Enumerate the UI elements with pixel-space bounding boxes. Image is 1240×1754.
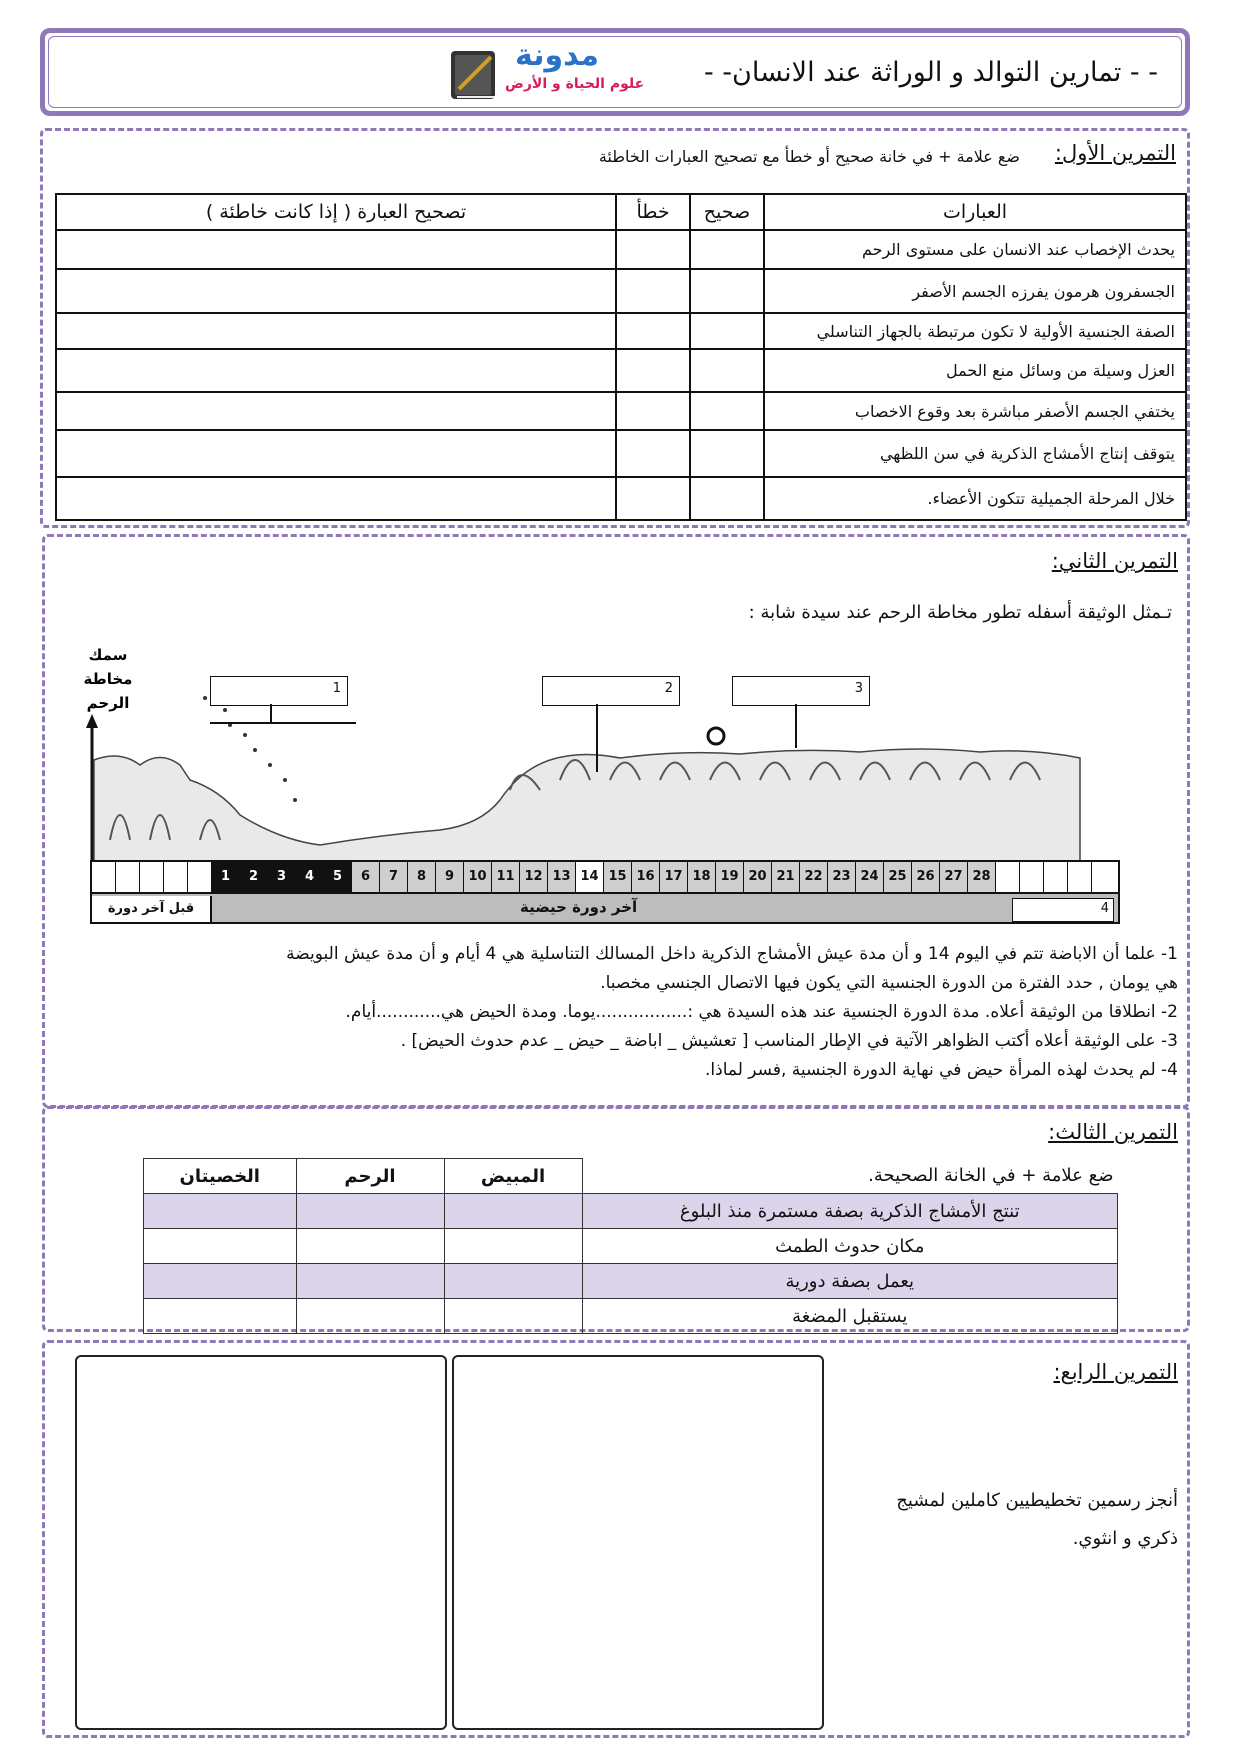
day-cell: 11	[492, 862, 520, 892]
day-cell: 15	[604, 862, 632, 892]
correction-cell[interactable]	[56, 230, 616, 269]
arrow-2-line	[596, 704, 598, 772]
exercise1-title: التمرين الأول:	[1054, 141, 1176, 165]
answer-cell[interactable]	[144, 1299, 297, 1334]
false-cell[interactable]	[616, 230, 690, 269]
col-uterus: الرحم	[296, 1159, 444, 1194]
question-4: 4- لم يحدث لهذه المرأة حيض في نهاية الدورة الجنسية ,فسر لماذا.	[705, 1060, 1178, 1080]
y-axis-label-2: مخاطة	[83, 670, 133, 688]
answer-cell[interactable]	[296, 1299, 444, 1334]
statement-cell: الصفة الجنسية الأولية لا تكون مرتبطة بالجهاز التناسلي	[764, 313, 1186, 349]
exercise3-instruction: ضع علامة + في الخانة الصحيحة.	[582, 1159, 1118, 1194]
day-cell: 7	[380, 862, 408, 892]
day-cell: 22	[800, 862, 828, 892]
book-logo-icon	[445, 45, 501, 103]
day-cell-empty	[92, 862, 116, 892]
true-cell[interactable]	[690, 392, 764, 430]
answer-cell[interactable]	[444, 1264, 582, 1299]
exercise3-row-label: يعمل بصفة دورية	[582, 1264, 1118, 1299]
day-cell: 10	[464, 862, 492, 892]
exercise3-row-label: تنتج الأمشاج الذكرية بصفة مستمرة منذ البلوغ	[582, 1194, 1118, 1229]
drawing-box-right[interactable]	[452, 1355, 824, 1730]
question-1-line2: هي يومان , حدد الفترة من الدورة الجنسية التي يكون فيها الاتصال الجنسي مخصبا.	[600, 973, 1178, 993]
day-cell: 21	[772, 862, 800, 892]
statement-cell: العزل وسيلة من وسائل منع الحمل	[764, 349, 1186, 392]
exercise4-instruction-line1: أنجز رسمين تخطيطيين كاملين لمشيج	[896, 1490, 1178, 1511]
day-cell: 25	[884, 862, 912, 892]
day-cell: 27	[940, 862, 968, 892]
statement-cell: يختفي الجسم الأصفر مباشرة بعد وقوع الاخصاب	[764, 392, 1186, 430]
col-ovary: المبيض	[444, 1159, 582, 1194]
day-cell-empty	[1044, 862, 1068, 892]
day-cell: 17	[660, 862, 688, 892]
day-cell: 1	[212, 862, 240, 892]
day-cell: 18	[688, 862, 716, 892]
exercise1-instruction: ضع علامة + في خانة صحيح أو خطأ مع تصحيح العبارات الخاطئة	[598, 147, 1020, 166]
day-cell: 5	[324, 862, 352, 892]
page-title: - - تمارين التوالد و الوراثة عند الانسان- -	[703, 57, 1158, 88]
day-cell: 9	[436, 862, 464, 892]
label-before-last-cycle: قبل آخر دورة	[92, 896, 212, 922]
arrow-1-line	[210, 722, 356, 724]
day-cell-empty	[996, 862, 1020, 892]
statement-cell: خلال المرحلة الجميلية تتكون الأعضاء.	[764, 477, 1186, 520]
y-axis-label-3: الرحم	[86, 694, 130, 712]
exercise3-title: التمرين الثالث:	[1048, 1120, 1178, 1144]
answer-cell[interactable]	[144, 1229, 297, 1264]
day-cell: 20	[744, 862, 772, 892]
col-correction: تصحيح العبارة ( إذا كانت خاطئة )	[56, 194, 616, 230]
correction-cell[interactable]	[56, 349, 616, 392]
day-cell: 4	[296, 862, 324, 892]
exercise3-table	[143, 1158, 1118, 1334]
answer-cell[interactable]	[144, 1194, 297, 1229]
col-false: خطأ	[616, 194, 690, 230]
day-cell-empty	[140, 862, 164, 892]
true-cell[interactable]	[690, 269, 764, 313]
day-cell: 28	[968, 862, 996, 892]
false-cell[interactable]	[616, 477, 690, 520]
label-last-cycle: آخر دورة حيضية	[520, 898, 638, 916]
answer-cell[interactable]	[444, 1229, 582, 1264]
exercise2-title: التمرين الثاني:	[1051, 549, 1178, 573]
col-true: صحيح	[690, 194, 764, 230]
label-box-4[interactable]: 4	[1012, 898, 1114, 922]
y-axis-label-1: سمك	[88, 646, 128, 664]
exercise1-table	[55, 193, 1187, 521]
day-cell-empty	[1020, 862, 1044, 892]
label-box-3[interactable]: 3	[732, 676, 870, 706]
false-cell[interactable]	[616, 349, 690, 392]
logo-subtitle: علوم الحياة و الأرض	[505, 76, 645, 92]
true-cell[interactable]	[690, 230, 764, 269]
answer-cell[interactable]	[296, 1194, 444, 1229]
answer-cell[interactable]	[296, 1229, 444, 1264]
day-cell-empty	[116, 862, 140, 892]
day-cell: 14	[576, 862, 604, 892]
day-cell: 6	[352, 862, 380, 892]
exercise3-row-label: مكان حدوث الطمث	[582, 1229, 1118, 1264]
logo-title: مدونة	[515, 38, 600, 73]
correction-cell[interactable]	[56, 430, 616, 477]
col-statements: العبارات	[764, 194, 1186, 230]
label-box-1[interactable]: 1	[210, 676, 348, 706]
arrow-3-line	[795, 704, 797, 748]
true-cell[interactable]	[690, 349, 764, 392]
day-cell-empty	[188, 862, 212, 892]
exercise4-title: التمرين الرابع:	[1053, 1360, 1178, 1384]
question-2: 2- انطلاقا من الوثيقة أعلاه. مدة الدورة الجنسية عند هذه السيدة هي :.................يوما. ومدة الحيض هي............أيام.	[345, 1002, 1178, 1022]
day-cell-empty	[164, 862, 188, 892]
exercise2-intro: تـمثل الوثيقة أسفله تطور مخاطة الرحم عند سيدة شابة :	[748, 602, 1172, 623]
answer-cell[interactable]	[144, 1264, 297, 1299]
day-cell-empty	[1068, 862, 1092, 892]
false-cell[interactable]	[616, 392, 690, 430]
statement-cell: يحدث الإخصاب عند الانسان على مستوى الرحم	[764, 230, 1186, 269]
answer-cell[interactable]	[444, 1194, 582, 1229]
day-cell: 8	[408, 862, 436, 892]
question-1-line1: 1- علما أن الاباضة تتم في اليوم 14 و أن مدة عيش الأمشاج الذكرية داخل المسالك التناسلية هي 4 أيام و أن مدة عيش البويضة	[286, 944, 1178, 964]
correction-cell[interactable]	[56, 392, 616, 430]
day-cell: 23	[828, 862, 856, 892]
col-testes: الخصيتان	[144, 1159, 297, 1194]
false-cell[interactable]	[616, 269, 690, 313]
answer-cell[interactable]	[444, 1299, 582, 1334]
statement-cell: الجسفرون هرمون يفرزه الجسم الأصفر	[764, 269, 1186, 313]
day-cell: 2	[240, 862, 268, 892]
correction-cell[interactable]	[56, 477, 616, 520]
arrow-1-stem	[270, 704, 272, 724]
correction-cell[interactable]	[56, 313, 616, 349]
true-cell[interactable]	[690, 313, 764, 349]
true-cell[interactable]	[690, 430, 764, 477]
false-cell[interactable]	[616, 430, 690, 477]
day-cell: 12	[520, 862, 548, 892]
exercise3-row-label: يستقبل المضغة	[582, 1299, 1118, 1334]
day-cell: 16	[632, 862, 660, 892]
correction-cell[interactable]	[56, 269, 616, 313]
false-cell[interactable]	[616, 313, 690, 349]
drawing-box-left[interactable]	[75, 1355, 447, 1730]
exercise4-instruction-line2: ذكري و انثوي.	[1072, 1528, 1178, 1549]
day-strip	[90, 860, 1120, 894]
day-cell: 24	[856, 862, 884, 892]
statement-cell: يتوقف إنتاج الأمشاج الذكرية في سن اللظهي	[764, 430, 1186, 477]
day-cell: 26	[912, 862, 940, 892]
question-3: 3- على الوثيقة أعلاه أكتب الظواهر الآتية في الإطار المناسب [ تعشيش _ اباضة _ حيض _ عدم حدوث الحيض] .	[400, 1031, 1178, 1051]
day-cell: 3	[268, 862, 296, 892]
day-cell: 13	[548, 862, 576, 892]
answer-cell[interactable]	[296, 1264, 444, 1299]
day-cell: 19	[716, 862, 744, 892]
label-box-2[interactable]: 2	[542, 676, 680, 706]
true-cell[interactable]	[690, 477, 764, 520]
